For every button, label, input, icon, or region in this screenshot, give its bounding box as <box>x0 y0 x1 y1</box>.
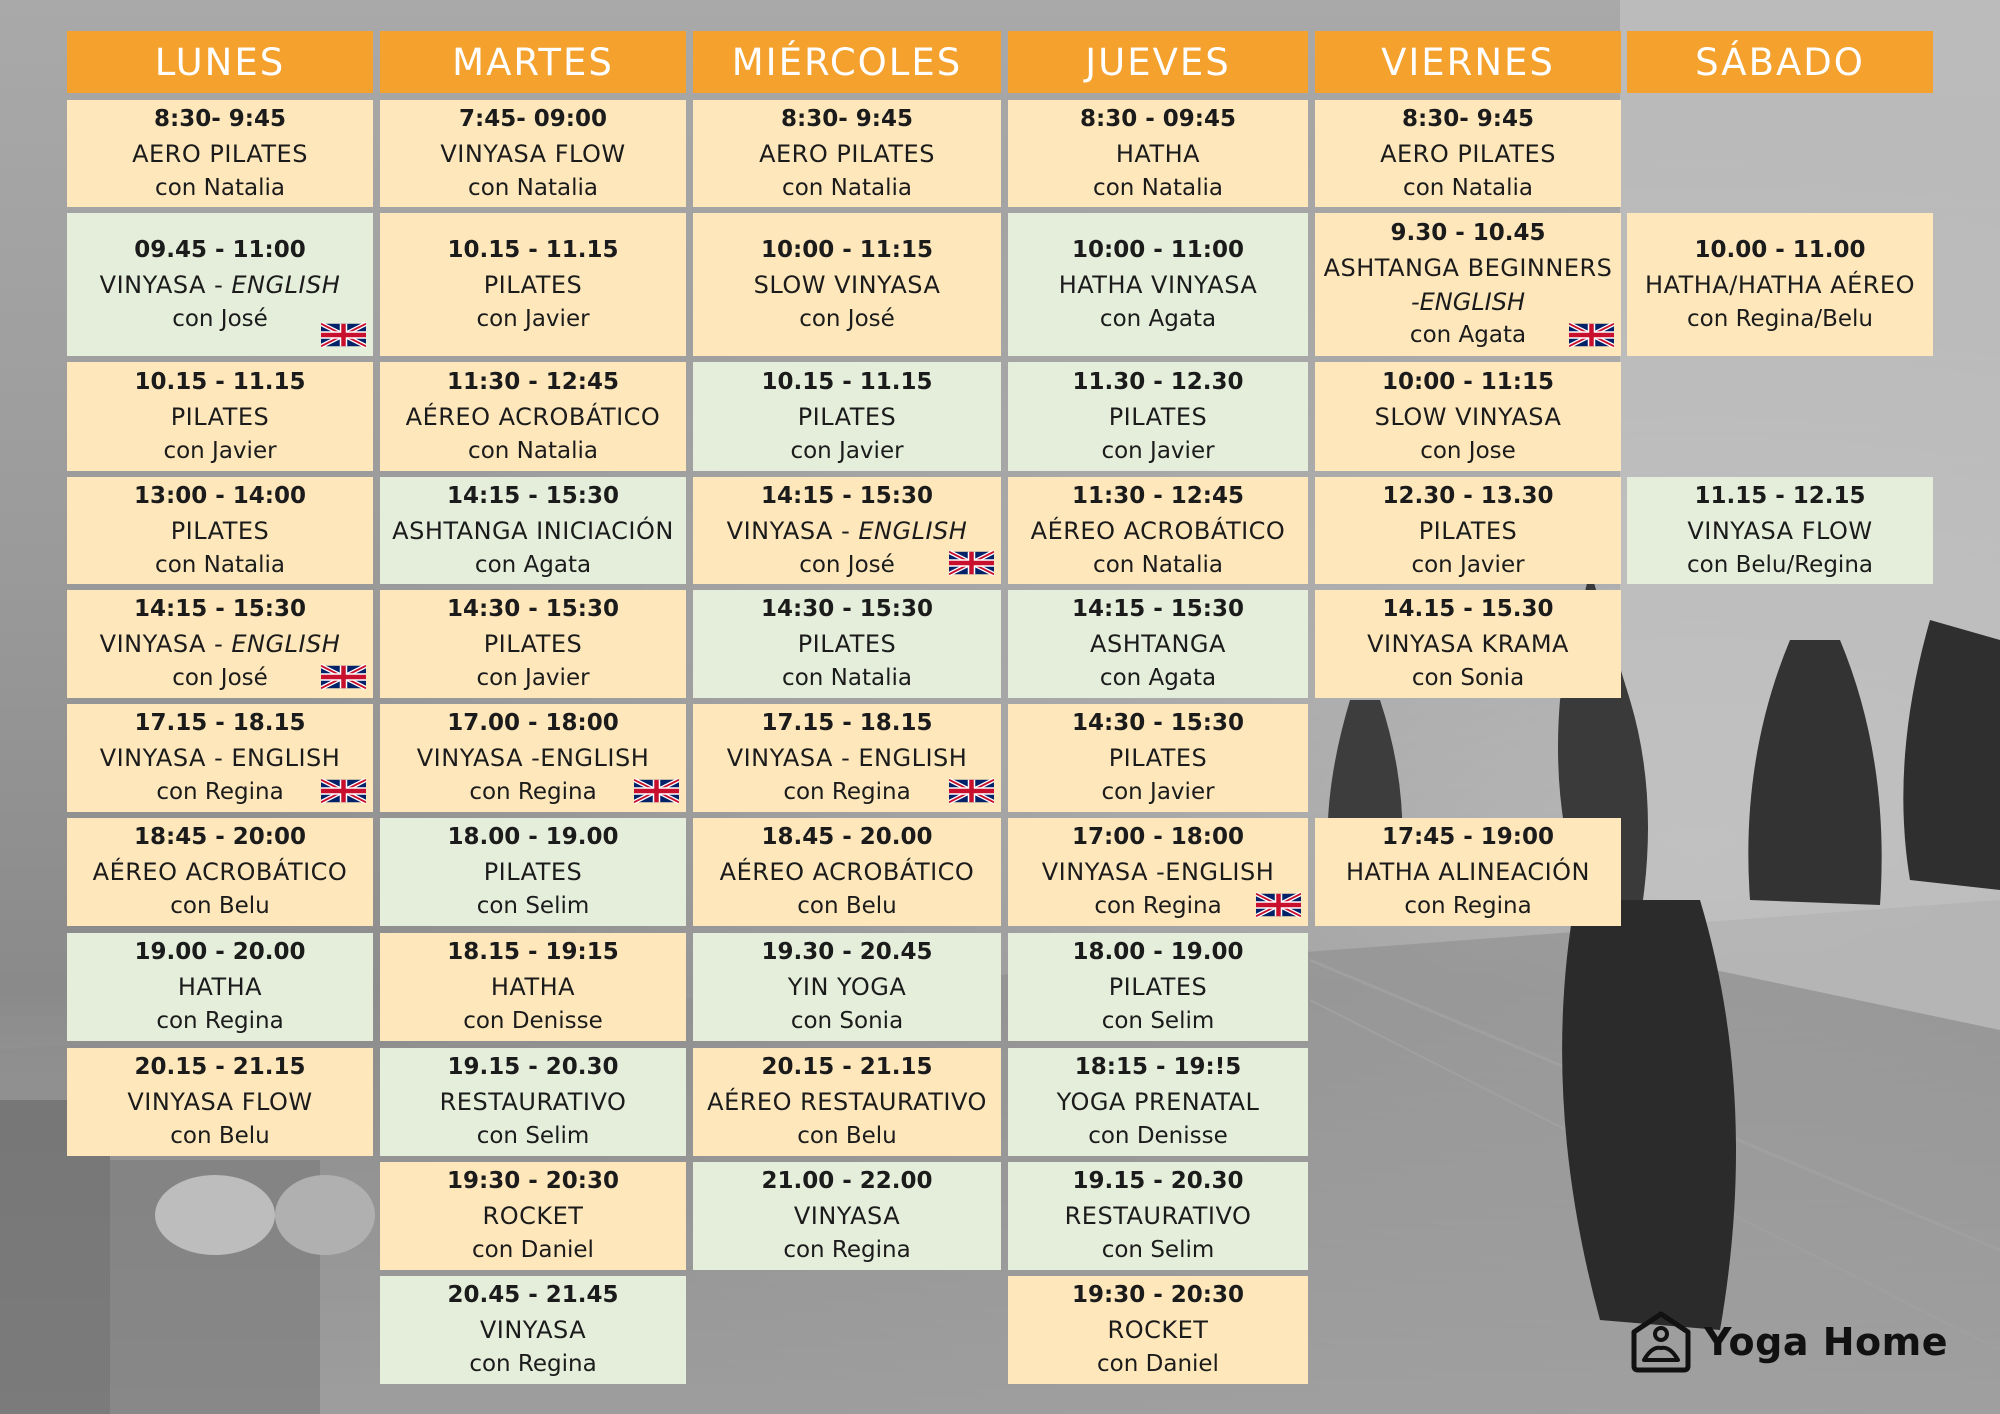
class-time: 10.00 - 11.00 <box>1694 236 1866 263</box>
class-slot-viernes <box>1315 213 1621 356</box>
class-time: 14:15 - 15:30 <box>1072 596 1244 622</box>
uk-flag-icon <box>1256 892 1301 918</box>
uk-flag-icon <box>1569 322 1614 348</box>
class-slot-lunes <box>67 590 373 698</box>
class-time: 7:45- 09:00 <box>459 105 607 132</box>
class-teacher: con Selim <box>1101 1008 1215 1034</box>
class-name: YOGA PRENATAL <box>1056 1088 1260 1116</box>
class-time: 10.15 - 11.15 <box>761 368 933 395</box>
class-time: 19:30 - 20:30 <box>447 1168 619 1194</box>
class-time: 8:30- 9:45 <box>781 105 913 132</box>
class-slot-viernes <box>1315 818 1621 926</box>
class-slot-martes <box>380 1276 686 1384</box>
uk-flag-icon <box>321 664 366 690</box>
class-time: 8:30 - 09:45 <box>1080 105 1236 132</box>
class-teacher: con Belu <box>797 1123 897 1149</box>
class-slot-jueves <box>1008 1162 1308 1270</box>
class-slot-sabado <box>1627 477 1933 584</box>
class-name: HATHA <box>1115 139 1201 168</box>
class-time: 11:30 - 12:45 <box>1072 482 1244 509</box>
class-teacher: con Jose <box>1420 437 1516 464</box>
class-name: VINYASA FLOW <box>127 1088 313 1116</box>
class-teacher: con José <box>799 305 895 332</box>
class-time: 10.15 - 11.15 <box>134 368 306 395</box>
class-teacher: con Belu <box>797 893 897 919</box>
class-language-label: ENGLISH <box>858 516 968 545</box>
class-slot-jueves <box>1008 704 1308 812</box>
class-slot-miercoles <box>693 590 1001 698</box>
class-slot-martes <box>380 477 686 584</box>
class-name: PILATES <box>483 270 583 299</box>
class-time: 17:00 - 18:00 <box>1072 824 1244 850</box>
class-teacher: con José <box>172 665 268 691</box>
class-teacher: con Regina/Belu <box>1686 305 1873 332</box>
class-name: PILATES <box>170 516 270 545</box>
class-teacher: con Javier <box>476 305 590 332</box>
class-time: 10:00 - 11:15 <box>761 236 933 263</box>
class-name-text: VINYASA - <box>99 270 232 299</box>
class-slot-lunes <box>67 818 373 926</box>
class-time: 17.15 - 18.15 <box>134 710 306 736</box>
class-teacher: con Selim <box>1101 1237 1215 1263</box>
class-time: 10.15 - 11.15 <box>447 236 619 263</box>
class-time: 19.00 - 20.00 <box>134 939 306 965</box>
class-name: PILATES <box>797 630 897 658</box>
class-teacher: con Sonia <box>1411 665 1525 691</box>
class-time: 18:15 - 19:!5 <box>1074 1054 1242 1080</box>
class-slot-viernes <box>1315 590 1621 698</box>
class-name: VINYASA <box>793 1202 901 1230</box>
class-name: AERO PILATES <box>132 139 308 168</box>
class-time: 20.15 - 21.15 <box>134 1054 306 1080</box>
class-name: HATHA <box>177 973 263 1001</box>
class-name <box>100 267 341 303</box>
class-teacher: con Natalia <box>155 174 285 201</box>
class-name: VINYASA -ENGLISH <box>416 744 650 772</box>
class-slot-martes <box>380 933 686 1041</box>
day-header-viernes: VIERNES <box>1315 31 1621 93</box>
class-time: 14:30 - 15:30 <box>761 596 933 622</box>
class-time: 10:00 - 11:15 <box>1382 368 1554 395</box>
class-name: PILATES <box>797 402 897 431</box>
brand-logo <box>1630 1310 1948 1374</box>
class-teacher: con Regina <box>469 1351 597 1377</box>
class-teacher: con Javier <box>1411 551 1525 578</box>
class-name: VINYASA - ENGLISH <box>99 744 341 772</box>
class-slot-viernes <box>1315 477 1621 584</box>
class-language-label: ENGLISH <box>231 270 341 299</box>
class-teacher: con Natalia <box>155 551 285 578</box>
uk-flag-icon <box>949 550 994 576</box>
class-name: VINYASA -ENGLISH <box>1041 858 1275 886</box>
class-time: 12.30 - 13.30 <box>1382 482 1554 509</box>
class-teacher: con Javier <box>1101 437 1215 464</box>
class-name: VINYASA FLOW <box>1687 516 1873 545</box>
class-time: 14:30 - 15:30 <box>1072 710 1244 736</box>
class-slot-viernes <box>1315 100 1621 207</box>
class-time: 20.15 - 21.15 <box>761 1054 933 1080</box>
class-name: PILATES <box>1108 744 1208 772</box>
class-slot-martes <box>380 590 686 698</box>
class-name: HATHA ALINEACIÓN <box>1345 858 1590 886</box>
class-time: 19.15 - 20.30 <box>1072 1168 1244 1194</box>
class-teacher: con Agata <box>1099 305 1217 332</box>
class-teacher: con Natalia <box>1403 174 1533 201</box>
class-teacher: con Belu/Regina <box>1686 551 1873 578</box>
class-slot-jueves <box>1008 818 1308 926</box>
class-teacher: con Natalia <box>468 437 598 464</box>
class-teacher: con Regina <box>783 1237 911 1263</box>
class-time: 21.00 - 22.00 <box>761 1168 933 1194</box>
class-teacher: con Belu <box>170 1123 270 1149</box>
class-teacher: con Regina <box>783 779 911 805</box>
class-teacher: con Natalia <box>782 174 912 201</box>
class-slot-martes <box>380 1048 686 1156</box>
day-header-lunes: LUNES <box>67 31 373 93</box>
class-teacher: con Javier <box>163 437 277 464</box>
class-teacher: con Javier <box>1101 779 1215 805</box>
class-time: 8:30- 9:45 <box>1402 105 1534 132</box>
class-teacher: con José <box>172 305 268 332</box>
class-slot-martes <box>380 1162 686 1270</box>
class-name: AERO PILATES <box>759 139 935 168</box>
class-teacher: con José <box>799 551 895 578</box>
class-time: 20.45 - 21.45 <box>447 1282 619 1308</box>
class-name: AÉREO RESTAURATIVO <box>707 1088 987 1116</box>
class-teacher: con Javier <box>790 437 904 464</box>
class-name: HATHA/HATHA AÉREO <box>1645 270 1915 299</box>
class-teacher: con Natalia <box>468 174 598 201</box>
class-name-text: VINYASA - <box>99 630 232 658</box>
class-name <box>727 513 968 549</box>
uk-flag-icon <box>321 322 366 348</box>
class-teacher: con Denisse <box>463 1008 603 1034</box>
class-name: VINYASA KRAMA <box>1367 630 1569 658</box>
class-name-text: VINYASA - <box>726 516 859 545</box>
class-slot-viernes <box>1315 362 1621 471</box>
class-slot-lunes <box>67 704 373 812</box>
class-language-label: ENGLISH <box>231 630 341 658</box>
class-time: 14:15 - 15:30 <box>134 596 306 622</box>
class-teacher: con Natalia <box>1093 174 1223 201</box>
class-slot-miercoles <box>693 1162 1001 1270</box>
day-header-sabado: SÁBADO <box>1627 31 1933 93</box>
class-name: ASHTANGA INICIACIÓN <box>392 516 674 545</box>
class-teacher: con Regina <box>156 1008 284 1034</box>
class-time: 18.15 - 19:15 <box>447 939 619 965</box>
uk-flag-icon <box>949 778 994 804</box>
class-slot-jueves <box>1008 213 1308 356</box>
class-time: 17.00 - 18:00 <box>447 710 619 736</box>
class-slot-martes <box>380 818 686 926</box>
class-slot-martes <box>380 213 686 356</box>
class-teacher: con Natalia <box>782 665 912 691</box>
class-slot-martes <box>380 100 686 207</box>
class-name: AÉREO ACROBÁTICO <box>92 858 348 886</box>
class-teacher: con Selim <box>476 1123 590 1149</box>
brand-name: Yoga Home <box>1704 1320 1948 1364</box>
class-teacher: con Agata <box>474 551 592 578</box>
class-teacher: con Regina <box>156 779 284 805</box>
class-time: 10:00 - 11:00 <box>1072 236 1244 263</box>
class-teacher: con Selim <box>476 893 590 919</box>
class-slot-jueves <box>1008 1048 1308 1156</box>
class-name: PILATES <box>483 630 583 658</box>
class-slot-miercoles <box>693 1048 1001 1156</box>
class-slot-lunes <box>67 933 373 1041</box>
class-time: 11:30 - 12:45 <box>447 368 619 395</box>
class-teacher: con Denisse <box>1088 1123 1228 1149</box>
class-teacher: con Javier <box>476 665 590 691</box>
day-header-miercoles: MIÉRCOLES <box>693 31 1001 93</box>
class-name: PILATES <box>483 858 583 886</box>
class-time: 14:30 - 15:30 <box>447 596 619 622</box>
class-name: SLOW VINYASA <box>753 270 941 299</box>
class-slot-jueves <box>1008 933 1308 1041</box>
class-time: 18.00 - 19.00 <box>447 824 619 850</box>
class-teacher: con Sonia <box>790 1008 904 1034</box>
class-teacher: con Daniel <box>1097 1351 1219 1377</box>
class-name: PILATES <box>1108 973 1208 1001</box>
class-time: 17.15 - 18.15 <box>761 710 933 736</box>
class-name: SLOW VINYASA <box>1374 402 1562 431</box>
class-name: RESTAURATIVO <box>439 1088 627 1116</box>
class-time: 14:15 - 15:30 <box>447 482 619 509</box>
class-slot-sabado <box>1627 213 1933 356</box>
class-time: 14:15 - 15:30 <box>761 482 933 509</box>
class-slot-miercoles <box>693 818 1001 926</box>
class-name: VINYASA FLOW <box>440 139 626 168</box>
class-slot-miercoles <box>693 213 1001 356</box>
class-name: AERO PILATES <box>1380 139 1556 168</box>
class-name: YIN YOGA <box>787 973 907 1001</box>
class-slot-miercoles <box>693 704 1001 812</box>
class-teacher: con Regina <box>1404 893 1532 919</box>
class-teacher: con Agata <box>1099 665 1217 691</box>
class-time: 18.45 - 20.00 <box>761 824 933 850</box>
day-header-martes: MARTES <box>380 31 686 93</box>
class-time: 19.30 - 20.45 <box>761 939 933 965</box>
class-teacher: con Belu <box>170 893 270 919</box>
class-time: 19:30 - 20:30 <box>1072 1282 1244 1308</box>
uk-flag-icon <box>634 778 679 804</box>
class-name: ROCKET <box>482 1202 584 1230</box>
class-teacher: con Natalia <box>1093 551 1223 578</box>
class-time: 18.00 - 19.00 <box>1072 939 1244 965</box>
class-slot-lunes <box>67 100 373 207</box>
class-name: PILATES <box>1108 402 1208 431</box>
class-name: ASHTANGA <box>1090 630 1226 658</box>
class-teacher: con Agata <box>1409 322 1527 348</box>
class-name: RESTAURATIVO <box>1064 1202 1252 1230</box>
class-name: VINYASA - ENGLISH <box>726 744 968 772</box>
class-slot-miercoles <box>693 100 1001 207</box>
class-name: AÉREO ACROBÁTICO <box>1030 516 1286 545</box>
yoga-home-logo-icon <box>1630 1310 1692 1374</box>
class-name: HATHA VINYASA <box>1058 270 1258 299</box>
class-slot-lunes <box>67 477 373 584</box>
class-name: ROCKET <box>1107 1316 1209 1344</box>
class-name: VINYASA <box>479 1316 587 1344</box>
class-teacher: con Daniel <box>472 1237 594 1263</box>
class-slot-martes <box>380 362 686 471</box>
class-slot-jueves <box>1008 100 1308 207</box>
class-slot-martes <box>380 704 686 812</box>
class-slot-miercoles <box>693 933 1001 1041</box>
class-time: 8:30- 9:45 <box>154 105 286 132</box>
class-name: ASHTANGA BEGINNERS <box>1323 254 1613 282</box>
class-teacher: con Regina <box>469 779 597 805</box>
class-time: 14.15 - 15.30 <box>1382 596 1554 622</box>
class-slot-jueves <box>1008 1276 1308 1384</box>
class-name: HATHA <box>490 973 576 1001</box>
class-time: 09.45 - 11:00 <box>134 236 306 263</box>
class-slot-lunes <box>67 362 373 471</box>
class-name: PILATES <box>1418 516 1518 545</box>
class-time: 13:00 - 14:00 <box>134 482 306 509</box>
class-time: 11.30 - 12.30 <box>1072 368 1244 395</box>
class-name: AÉREO ACROBÁTICO <box>719 858 975 886</box>
class-name <box>100 626 341 662</box>
class-time: 11.15 - 12.15 <box>1694 482 1866 509</box>
class-slot-lunes <box>67 213 373 356</box>
class-slot-miercoles <box>693 477 1001 584</box>
class-slot-miercoles <box>693 362 1001 471</box>
class-teacher: con Regina <box>1094 893 1222 919</box>
class-slot-jueves <box>1008 362 1308 471</box>
class-time: 17:45 - 19:00 <box>1382 824 1554 850</box>
day-header-jueves: JUEVES <box>1008 31 1308 93</box>
class-name: AÉREO ACROBÁTICO <box>405 402 661 431</box>
class-time: 18:45 - 20:00 <box>134 824 306 850</box>
uk-flag-icon <box>321 778 366 804</box>
class-slot-lunes <box>67 1048 373 1156</box>
class-time: 19.15 - 20.30 <box>447 1054 619 1080</box>
class-name: PILATES <box>170 402 270 431</box>
class-language-label: -ENGLISH <box>1410 288 1526 316</box>
class-slot-jueves <box>1008 477 1308 584</box>
class-time: 9.30 - 10.45 <box>1390 220 1546 246</box>
class-slot-jueves <box>1008 590 1308 698</box>
